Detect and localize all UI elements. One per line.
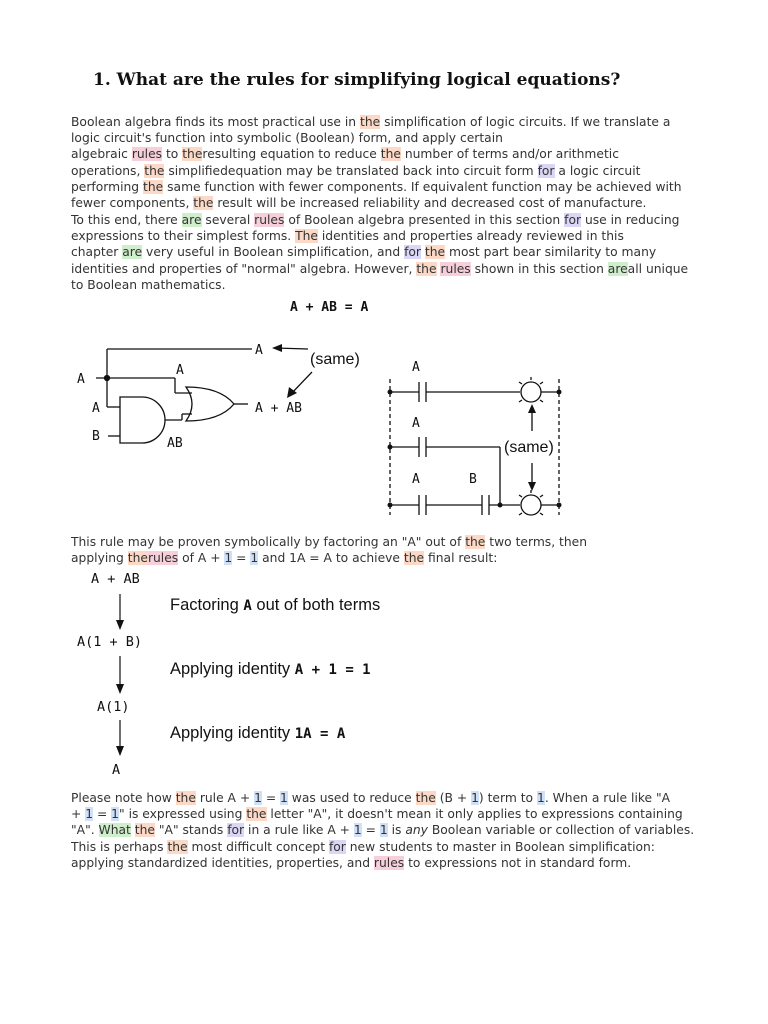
text-segment: This is perhaps bbox=[71, 839, 168, 854]
text-segment: logic circuit's function into symbolic (Boolean) form, and apply certain bbox=[71, 131, 503, 146]
highlighted-word: the bbox=[415, 791, 436, 805]
highlighted-word: the bbox=[465, 535, 486, 549]
text-line bbox=[71, 855, 701, 871]
text-segment: rule A + bbox=[195, 791, 255, 805]
proof-expression-4: A bbox=[112, 762, 121, 778]
text-segment: and 1A = A to achieve bbox=[258, 551, 404, 566]
text-segment: algebraic bbox=[71, 147, 132, 162]
ladder-contact-a1: A bbox=[412, 360, 420, 375]
page-title: 1. What are the rules for simplifying logical equations? bbox=[93, 70, 621, 90]
text-segment: "A" stands bbox=[154, 823, 228, 838]
text-segment: . When a rule like "A bbox=[544, 791, 671, 805]
highlighted-word: 1 bbox=[254, 791, 262, 805]
text-segment: most difficult concept bbox=[187, 839, 329, 854]
logic-gate-diagram bbox=[70, 335, 380, 460]
text-segment: = bbox=[261, 791, 281, 805]
gate-input-a: A bbox=[77, 372, 85, 387]
text-line bbox=[71, 179, 701, 195]
highlighted-word: are bbox=[181, 213, 202, 227]
text-segment: " is expressed using bbox=[119, 807, 247, 822]
highlighted-word: 1 bbox=[280, 791, 288, 805]
text-segment: of Boolean algebra presented in this section bbox=[284, 213, 565, 227]
proof-expression-1: A + AB bbox=[91, 571, 140, 587]
highlighted-word: rules bbox=[254, 213, 285, 227]
highlighted-word: for bbox=[328, 839, 346, 854]
gate-or-output: A + AB bbox=[255, 401, 302, 416]
text-segment: = bbox=[361, 823, 380, 838]
text-segment: resulting equation to reduce bbox=[202, 147, 381, 162]
highlighted-word: the bbox=[182, 147, 203, 162]
rules-intro-paragraph bbox=[71, 212, 701, 293]
highlighted-word: 1 bbox=[353, 823, 362, 838]
highlighted-word: the bbox=[175, 791, 196, 805]
text-segment: To this end, there bbox=[71, 213, 182, 227]
highlighted-word: 1 bbox=[85, 807, 94, 822]
ladder-contact-a2: A bbox=[412, 416, 420, 431]
text-segment: fewer components, bbox=[71, 196, 194, 211]
text-segment: identities and properties already reviewed in this bbox=[317, 229, 624, 244]
highlighted-word: are bbox=[607, 261, 628, 276]
proof-arrows bbox=[110, 590, 130, 760]
note-paragraph bbox=[71, 790, 701, 871]
text-segment: result will be increased reliability and decreased cost of manufacture. bbox=[213, 196, 647, 211]
highlighted-word: rules bbox=[131, 147, 163, 162]
text-line bbox=[71, 146, 701, 162]
text-line bbox=[71, 228, 701, 244]
text-segment: to bbox=[162, 147, 183, 162]
gate-branch-a: A bbox=[176, 363, 184, 378]
ladder-diagram bbox=[380, 355, 580, 525]
highlighted-word: for bbox=[227, 823, 245, 838]
text-segment: a logic circuit bbox=[554, 163, 641, 178]
highlighted-word: rules bbox=[440, 261, 471, 276]
text-line bbox=[71, 244, 701, 260]
gate-input-b: B bbox=[92, 429, 100, 444]
text-segment: to expressions not in standard form. bbox=[404, 855, 632, 870]
text-segment: same function with fewer components. If equivalent function may be achieved with bbox=[163, 179, 682, 194]
highlighted-word: 1 bbox=[224, 551, 233, 566]
text-segment: very useful in Boolean simplification, and bbox=[142, 245, 405, 260]
text-segment: all unique bbox=[627, 261, 689, 276]
gate-and-input-a: A bbox=[92, 401, 100, 416]
proof-intro-paragraph bbox=[71, 534, 701, 566]
highlighted-word: the bbox=[416, 261, 437, 276]
ladder-same-label: (same) bbox=[504, 439, 554, 456]
proof-step-2: Applying identity A + 1 = 1 bbox=[170, 660, 371, 678]
text-segment: applying bbox=[71, 551, 128, 566]
highlighted-word: the bbox=[134, 823, 155, 838]
text-line bbox=[71, 277, 701, 293]
text-line bbox=[71, 261, 701, 277]
text-segment: + bbox=[71, 807, 86, 822]
highlighted-word: The bbox=[295, 229, 318, 244]
highlighted-word: rules bbox=[373, 855, 405, 870]
gate-output-a: A bbox=[255, 343, 263, 358]
text-segment: is bbox=[387, 823, 406, 838]
highlighted-word: for bbox=[537, 163, 555, 178]
text-segment: chapter bbox=[71, 245, 123, 260]
text-segment: applying standardized identities, properties, and bbox=[71, 855, 374, 870]
text-segment: shown in this section bbox=[470, 261, 608, 276]
text-segment: This rule may be proven symbolically by factoring an "A" out of bbox=[71, 535, 466, 549]
text-segment: most part bear similarity to many bbox=[445, 245, 657, 260]
highlighted-word: the bbox=[127, 551, 148, 566]
highlighted-word: the bbox=[246, 807, 267, 822]
text-segment: = bbox=[232, 551, 251, 566]
gate-and-output: AB bbox=[167, 436, 183, 451]
text-segment: several bbox=[201, 213, 255, 227]
text-segment: simplifiedequation may be translated back into circuit form bbox=[164, 163, 538, 178]
highlighted-word: the bbox=[403, 551, 425, 566]
text-segment: was used to reduce bbox=[287, 791, 416, 805]
highlighted-word: 1 bbox=[471, 791, 479, 805]
highlighted-word: the bbox=[167, 839, 188, 854]
text-segment: of A + bbox=[178, 551, 225, 566]
text-line bbox=[71, 822, 701, 838]
text-segment: ) term to bbox=[478, 791, 537, 805]
text-segment: simplification of logic circuits. If we translate a bbox=[380, 115, 671, 129]
text-segment: use in reducing bbox=[581, 213, 680, 227]
ladder-contact-a3: A bbox=[412, 472, 420, 487]
proof-step-1: Factoring A out of both terms bbox=[170, 596, 381, 614]
text-line bbox=[71, 195, 701, 211]
rule-heading: A + AB = A bbox=[290, 300, 369, 315]
text-segment: new students to master in Boolean simplification: bbox=[345, 839, 655, 854]
text-segment: two terms, then bbox=[485, 535, 587, 549]
text-segment: in a rule like A + bbox=[244, 823, 354, 838]
highlighted-word: the bbox=[193, 196, 214, 211]
highlighted-word: the bbox=[380, 147, 401, 162]
text-line bbox=[71, 163, 701, 179]
ladder-contact-b: B bbox=[469, 472, 477, 487]
highlighted-word: 1 bbox=[379, 823, 388, 838]
text-segment: to Boolean mathematics. bbox=[71, 277, 226, 292]
text-line bbox=[71, 534, 701, 550]
highlighted-word: the bbox=[424, 245, 446, 260]
proof-expression-2: A(1 + B) bbox=[77, 634, 143, 650]
highlighted-word: 1 bbox=[250, 551, 259, 566]
text-segment: expressions to their simplest forms. bbox=[71, 229, 296, 244]
highlighted-word: rules bbox=[147, 551, 179, 566]
highlighted-word: the bbox=[143, 179, 164, 194]
highlighted-word: 1 bbox=[111, 807, 119, 822]
text-segment: = bbox=[93, 807, 112, 822]
text-line bbox=[71, 839, 701, 855]
text-segment: "A". bbox=[71, 823, 99, 838]
text-line bbox=[71, 114, 701, 130]
text-segment: performing bbox=[71, 179, 144, 194]
highlighted-word: for bbox=[564, 213, 582, 227]
text-line bbox=[71, 790, 701, 806]
intro-paragraph bbox=[71, 114, 701, 211]
highlighted-word: for bbox=[404, 245, 421, 260]
gate-same-label: (same) bbox=[310, 351, 360, 368]
highlighted-word: are bbox=[122, 245, 143, 260]
text-segment: Please note how bbox=[71, 791, 176, 805]
text-segment: (B + bbox=[435, 791, 472, 805]
text-segment: final result: bbox=[424, 551, 498, 566]
text-segment: number of terms and/or arithmetic bbox=[400, 147, 619, 162]
text-line bbox=[71, 550, 701, 566]
text-segment: identities and properties of "normal" algebra. However, bbox=[71, 261, 417, 276]
highlighted-word: What bbox=[98, 823, 131, 838]
text-line bbox=[71, 130, 701, 146]
highlighted-word: 1 bbox=[536, 791, 545, 805]
text-segment: operations, bbox=[71, 163, 145, 178]
text-segment: Boolean algebra finds its most practical use in bbox=[71, 115, 360, 129]
proof-step-3: Applying identity 1A = A bbox=[170, 724, 346, 742]
highlighted-word: the bbox=[360, 115, 381, 129]
text-line bbox=[71, 806, 701, 822]
proof-expression-3: A(1) bbox=[97, 699, 130, 715]
text-line bbox=[71, 212, 701, 228]
text-segment: Boolean variable or collection of variables. bbox=[427, 823, 695, 838]
text-segment: letter "A", it doesn't mean it only applies to expressions containing bbox=[266, 807, 683, 822]
text-segment: any bbox=[405, 823, 428, 838]
highlighted-word: the bbox=[144, 163, 165, 178]
